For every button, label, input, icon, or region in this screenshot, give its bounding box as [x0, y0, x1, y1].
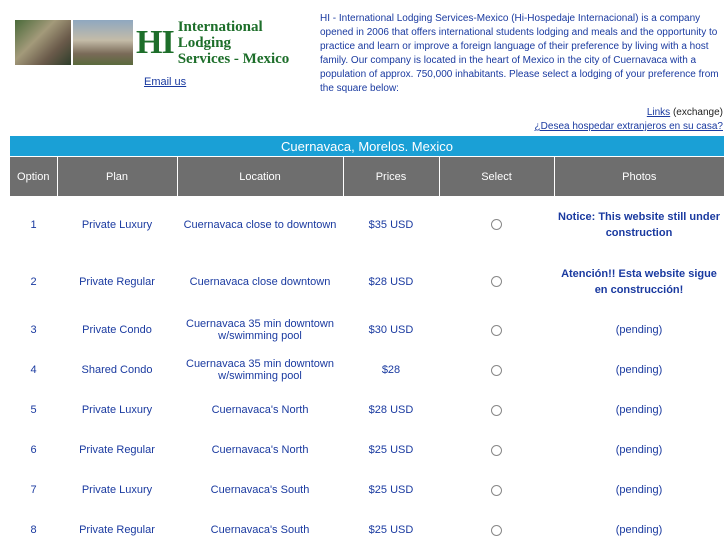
email-us-link[interactable]: Email us [144, 76, 187, 88]
price-cell: $30 USD [368, 324, 414, 336]
table-caption: Cuernavaca, Morelos. Mexico [10, 136, 724, 157]
location-cell: Cuernavaca's South [210, 524, 310, 536]
company-logo [15, 20, 311, 65]
table-row [10, 253, 724, 310]
table-caption-row [10, 136, 724, 157]
table-row [10, 430, 724, 470]
location-cell: Cuernavaca 35 min downtown w/swimming pool [186, 318, 334, 342]
location-cell: Cuernavaca's North [211, 404, 309, 416]
host-foreigners-link[interactable]: ¿Desea hospedar extranjeros en su casa? [534, 121, 723, 132]
header-photos: Photos [554, 157, 724, 197]
logo-line2: Services - Mexico [177, 50, 290, 67]
select-radio[interactable] [491, 525, 502, 536]
select-cell [439, 253, 554, 310]
location-cell: Cuernavaca 35 min downtown w/swimming pool [186, 358, 334, 382]
plan-cell: Private Luxury [81, 484, 153, 496]
table-row [10, 510, 724, 550]
logo-line1: International Lodging [177, 18, 263, 51]
header-prices: Prices [343, 157, 439, 197]
header-plan: Plan [57, 157, 177, 197]
plan-cell: Private Regular [79, 444, 155, 456]
select-cell [439, 350, 554, 390]
price-cell: $28 [381, 364, 401, 376]
select-cell [439, 510, 554, 550]
option-cell: 1 [30, 218, 37, 231]
select-radio[interactable] [491, 405, 502, 416]
intro-text: HI - International Lodging Services-Mexico (Hi-Hospedaje Internacional) is a company opened in 2006 that offers international students lodging and meals and the opportunity to practice and learn or improve a foreign language of their preference by living with a host family. Our company is located in the heart of Mexico in the city of Cuernavaca with a population of approx. 750,000 inhabitants. Please select a lodging of your preference from the square below: [320, 13, 719, 94]
table-row [10, 310, 724, 350]
table-row [10, 196, 724, 253]
option-cell: 5 [30, 404, 37, 416]
location-cell: Cuernavaca's South [210, 484, 310, 496]
select-cell [439, 470, 554, 510]
option-cell: 3 [30, 324, 37, 336]
price-cell: $28 USD [368, 275, 414, 288]
select-radio[interactable] [491, 276, 502, 287]
photos-cell: (pending) [615, 444, 663, 456]
location-cell: Cuernavaca's North [211, 444, 309, 456]
table-row [10, 390, 724, 430]
select-radio[interactable] [491, 365, 502, 376]
photos-cell: (pending) [615, 404, 663, 416]
table-row [10, 470, 724, 510]
photos-cell: Atención!! Esta website sigue en construcción! [561, 267, 717, 296]
select-cell [439, 430, 554, 470]
header-select: Select [439, 157, 554, 197]
select-radio[interactable] [491, 445, 502, 456]
photos-cell: (pending) [615, 324, 663, 336]
photos-cell: (pending) [615, 364, 663, 376]
lodging-table [10, 136, 724, 550]
select-cell [439, 390, 554, 430]
location-cell: Cuernavaca close downtown [189, 275, 331, 288]
select-radio[interactable] [491, 485, 502, 496]
photos-cell: (pending) [615, 484, 663, 496]
header-option: Option [10, 157, 57, 197]
logo-text [133, 20, 311, 65]
price-cell: $35 USD [368, 218, 414, 231]
table-header-row [10, 157, 724, 197]
select-cell [439, 310, 554, 350]
price-cell: $25 USD [368, 444, 414, 456]
plan-cell: Private Regular [79, 275, 155, 288]
plan-cell: Private Condo [82, 324, 152, 336]
option-cell: 7 [30, 484, 37, 496]
price-cell: $25 USD [368, 484, 414, 496]
select-radio[interactable] [491, 325, 502, 336]
plan-cell: Private Luxury [81, 218, 153, 231]
location-cell: Cuernavaca close to downtown [183, 218, 337, 231]
header-location: Location [177, 157, 343, 197]
select-cell [439, 196, 554, 253]
plan-cell: Private Luxury [81, 404, 153, 416]
logo-photo-building [73, 20, 133, 65]
exchange-label: (exchange) [670, 107, 723, 118]
logo-company-name [178, 19, 311, 67]
price-cell: $25 USD [368, 524, 414, 536]
logo-photo-garden [15, 20, 71, 65]
option-cell: 8 [30, 524, 37, 536]
plan-cell: Private Regular [79, 524, 155, 536]
select-radio[interactable] [491, 219, 502, 230]
links-link[interactable]: Links [646, 107, 671, 118]
price-cell: $28 USD [368, 404, 414, 416]
option-cell: 6 [30, 444, 37, 456]
page-header [0, 0, 727, 130]
photos-cell: Notice: This website still under construction [558, 210, 720, 239]
photos-cell: (pending) [615, 524, 663, 536]
table-row [10, 350, 724, 390]
option-cell: 2 [30, 275, 37, 288]
option-cell: 4 [30, 364, 37, 376]
logo-hi: HI [136, 23, 174, 61]
plan-cell: Shared Condo [81, 364, 153, 376]
links-area [535, 106, 723, 134]
